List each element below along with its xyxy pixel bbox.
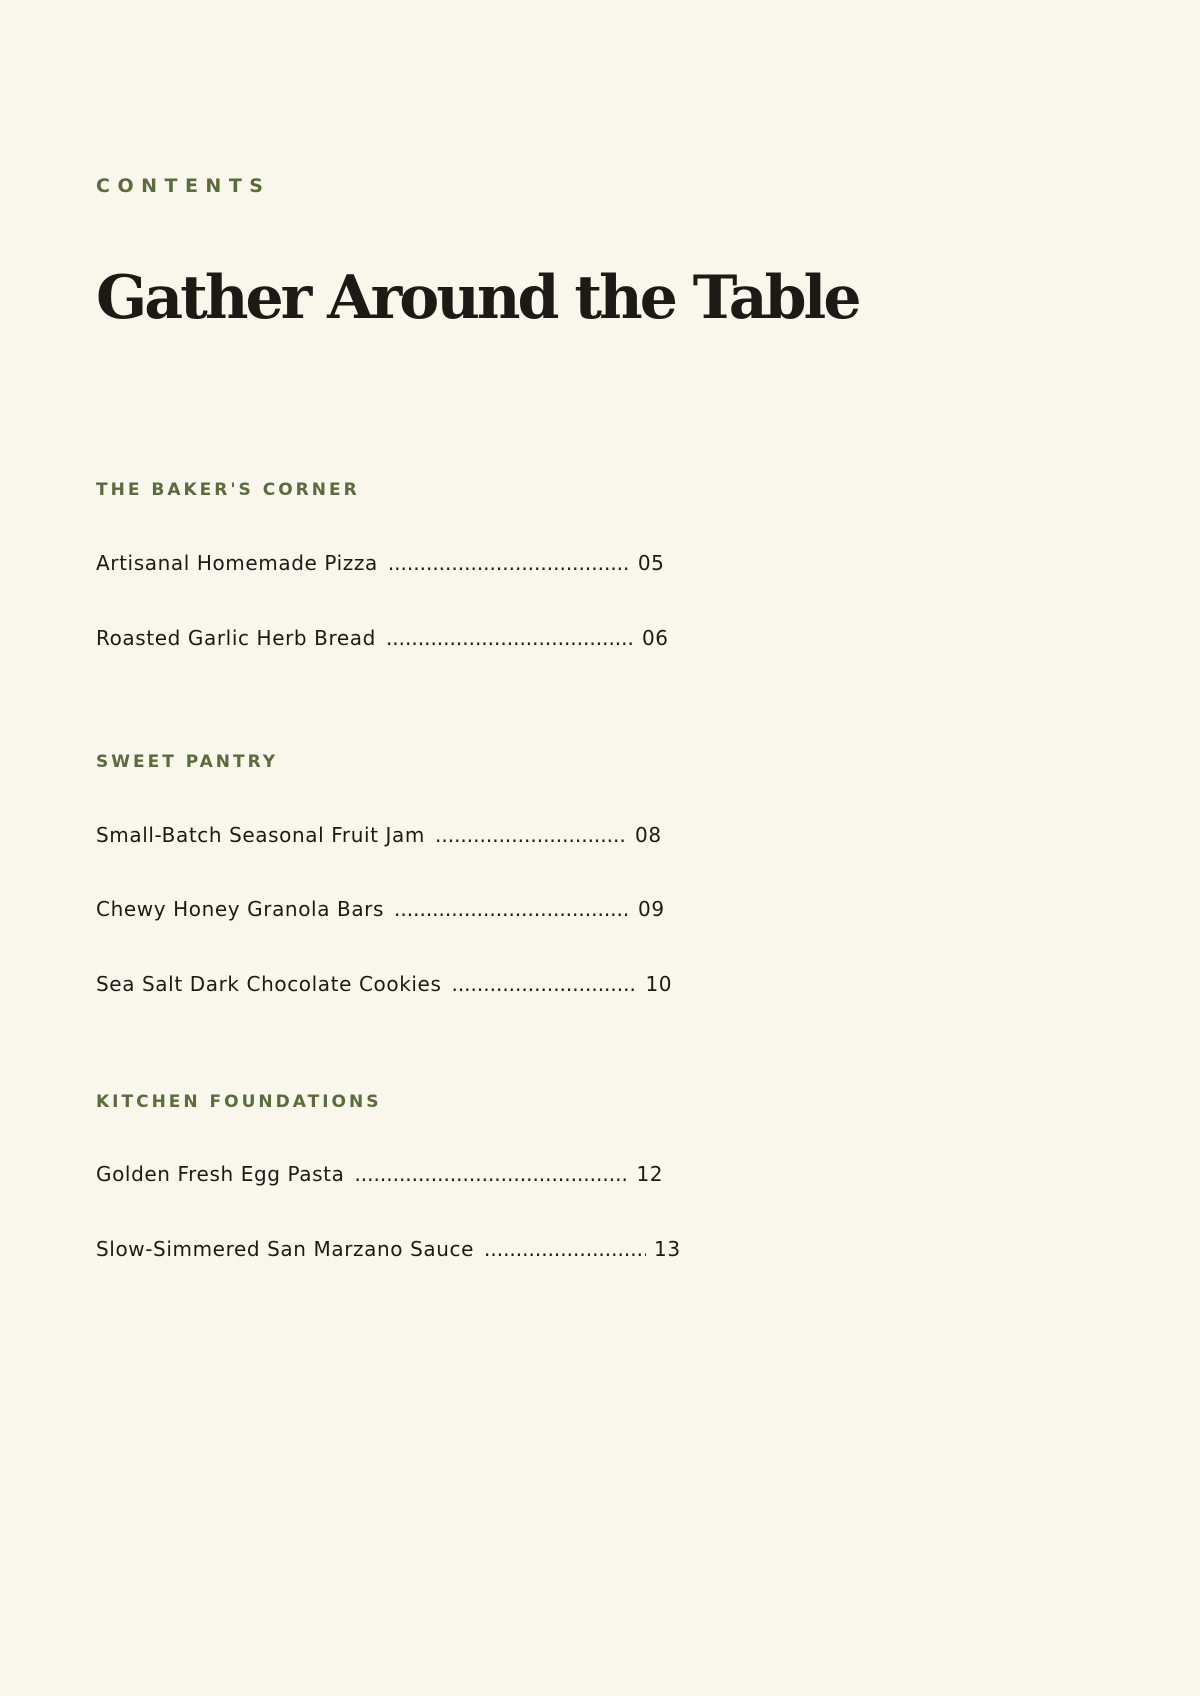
toc-entry-title: Golden Fresh Egg Pasta bbox=[96, 1162, 345, 1186]
dot-leader bbox=[394, 894, 630, 924]
toc-entry[interactable] bbox=[96, 894, 665, 924]
section-heading: KITCHEN FOUNDATIONS bbox=[96, 1092, 382, 1112]
toc-entry-title: Small-Batch Seasonal Fruit Jam bbox=[96, 823, 425, 847]
toc-page-number: 13 bbox=[654, 1237, 681, 1261]
dot-leader bbox=[386, 623, 634, 653]
section-bakers-corner bbox=[96, 478, 796, 502]
toc-entry[interactable] bbox=[96, 969, 672, 999]
toc-page-number: 05 bbox=[637, 551, 665, 575]
toc-entry-title: Slow-Simmered San Marzano Sauce bbox=[96, 1237, 474, 1261]
toc-page-number: 10 bbox=[645, 972, 673, 996]
toc-entry-title: Artisanal Homemade Pizza bbox=[96, 551, 378, 575]
section-heading: THE BAKER'S CORNER bbox=[96, 480, 360, 500]
section-heading: SWEET PANTRY bbox=[96, 752, 279, 772]
toc-entry[interactable] bbox=[96, 820, 662, 850]
section-sweet-pantry bbox=[96, 750, 796, 774]
section-kitchen-foundations bbox=[96, 1090, 796, 1114]
page-title: Gather Around the Table bbox=[96, 263, 859, 333]
toc-page-number: 08 bbox=[635, 823, 662, 847]
dot-leader bbox=[451, 969, 637, 999]
toc-entry[interactable] bbox=[96, 548, 664, 578]
toc-page-number: 09 bbox=[638, 897, 665, 921]
dot-leader bbox=[484, 1234, 646, 1264]
dot-leader bbox=[388, 548, 630, 578]
toc-entry-title: Roasted Garlic Herb Bread bbox=[96, 626, 376, 650]
toc-entry-title: Sea Salt Dark Chocolate Cookies bbox=[96, 972, 442, 996]
toc-page-number: 06 bbox=[641, 626, 669, 650]
toc-page-number: 12 bbox=[636, 1162, 664, 1186]
dot-leader bbox=[354, 1159, 628, 1189]
toc-entry[interactable] bbox=[96, 623, 669, 653]
toc-entry[interactable] bbox=[96, 1234, 681, 1264]
dot-leader bbox=[435, 820, 627, 850]
toc-entry[interactable] bbox=[96, 1159, 663, 1189]
contents-eyebrow: CONTENTS bbox=[96, 175, 271, 197]
toc-entry-title: Chewy Honey Granola Bars bbox=[96, 897, 385, 921]
